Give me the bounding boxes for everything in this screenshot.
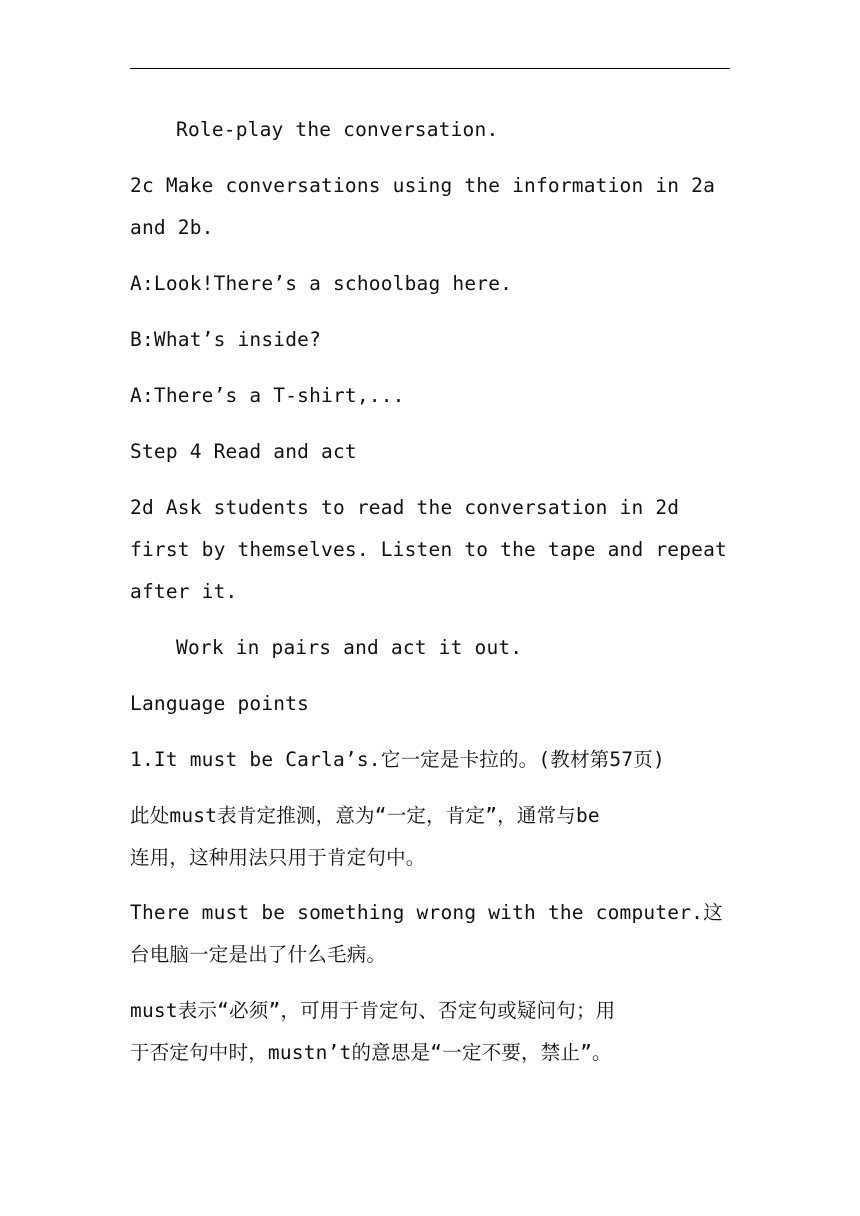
point-1-explain-2: 连用，这种用法只用于肯定句中。 (130, 846, 426, 869)
must-usage-1: must表示“必须”，可用于肯定句、否定句或疑问句；用 (130, 999, 616, 1022)
step-4-heading: Step 4 Read and act (130, 440, 357, 463)
example-sentence-2: 台电脑一定是出了什么毛病。 (130, 943, 387, 966)
must-usage-2: 于否定句中时，mustn’t的意思是“一定不要，禁止”。 (130, 1041, 612, 1064)
text-line-2c-cont: and 2b. (130, 216, 214, 239)
dialogue-line-a2: A:There’s a T-shirt,... (130, 384, 405, 407)
dialogue-line-b1: B:What’s inside? (130, 328, 322, 351)
point-1-line: 1.It must be Carla’s.它一定是卡拉的。(教材第57页) (130, 748, 665, 771)
text-line-roleplay: Role-play the conversation. (176, 118, 499, 141)
text-line-2c: 2c Make conversations using the information in 2a (130, 174, 716, 197)
language-points-heading: Language points (130, 692, 310, 715)
point-1-explain-1: 此处must表肯定推测，意为“一定，肯定”，通常与be (130, 804, 600, 827)
text-line-2d-cont2: after it. (130, 580, 238, 603)
text-line-2d-cont1: first by themselves. Listen to the tape and repeat (130, 538, 727, 561)
example-sentence-1: There must be something wrong with the computer.这 (130, 901, 723, 924)
header-rule (130, 68, 730, 69)
text-line-2d: 2d Ask students to read the conversation in 2d (130, 496, 680, 519)
text-line-pairs: Work in pairs and act it out. (176, 636, 523, 659)
dialogue-line-a1: A:Look!There’s a schoolbag here. (130, 272, 513, 295)
